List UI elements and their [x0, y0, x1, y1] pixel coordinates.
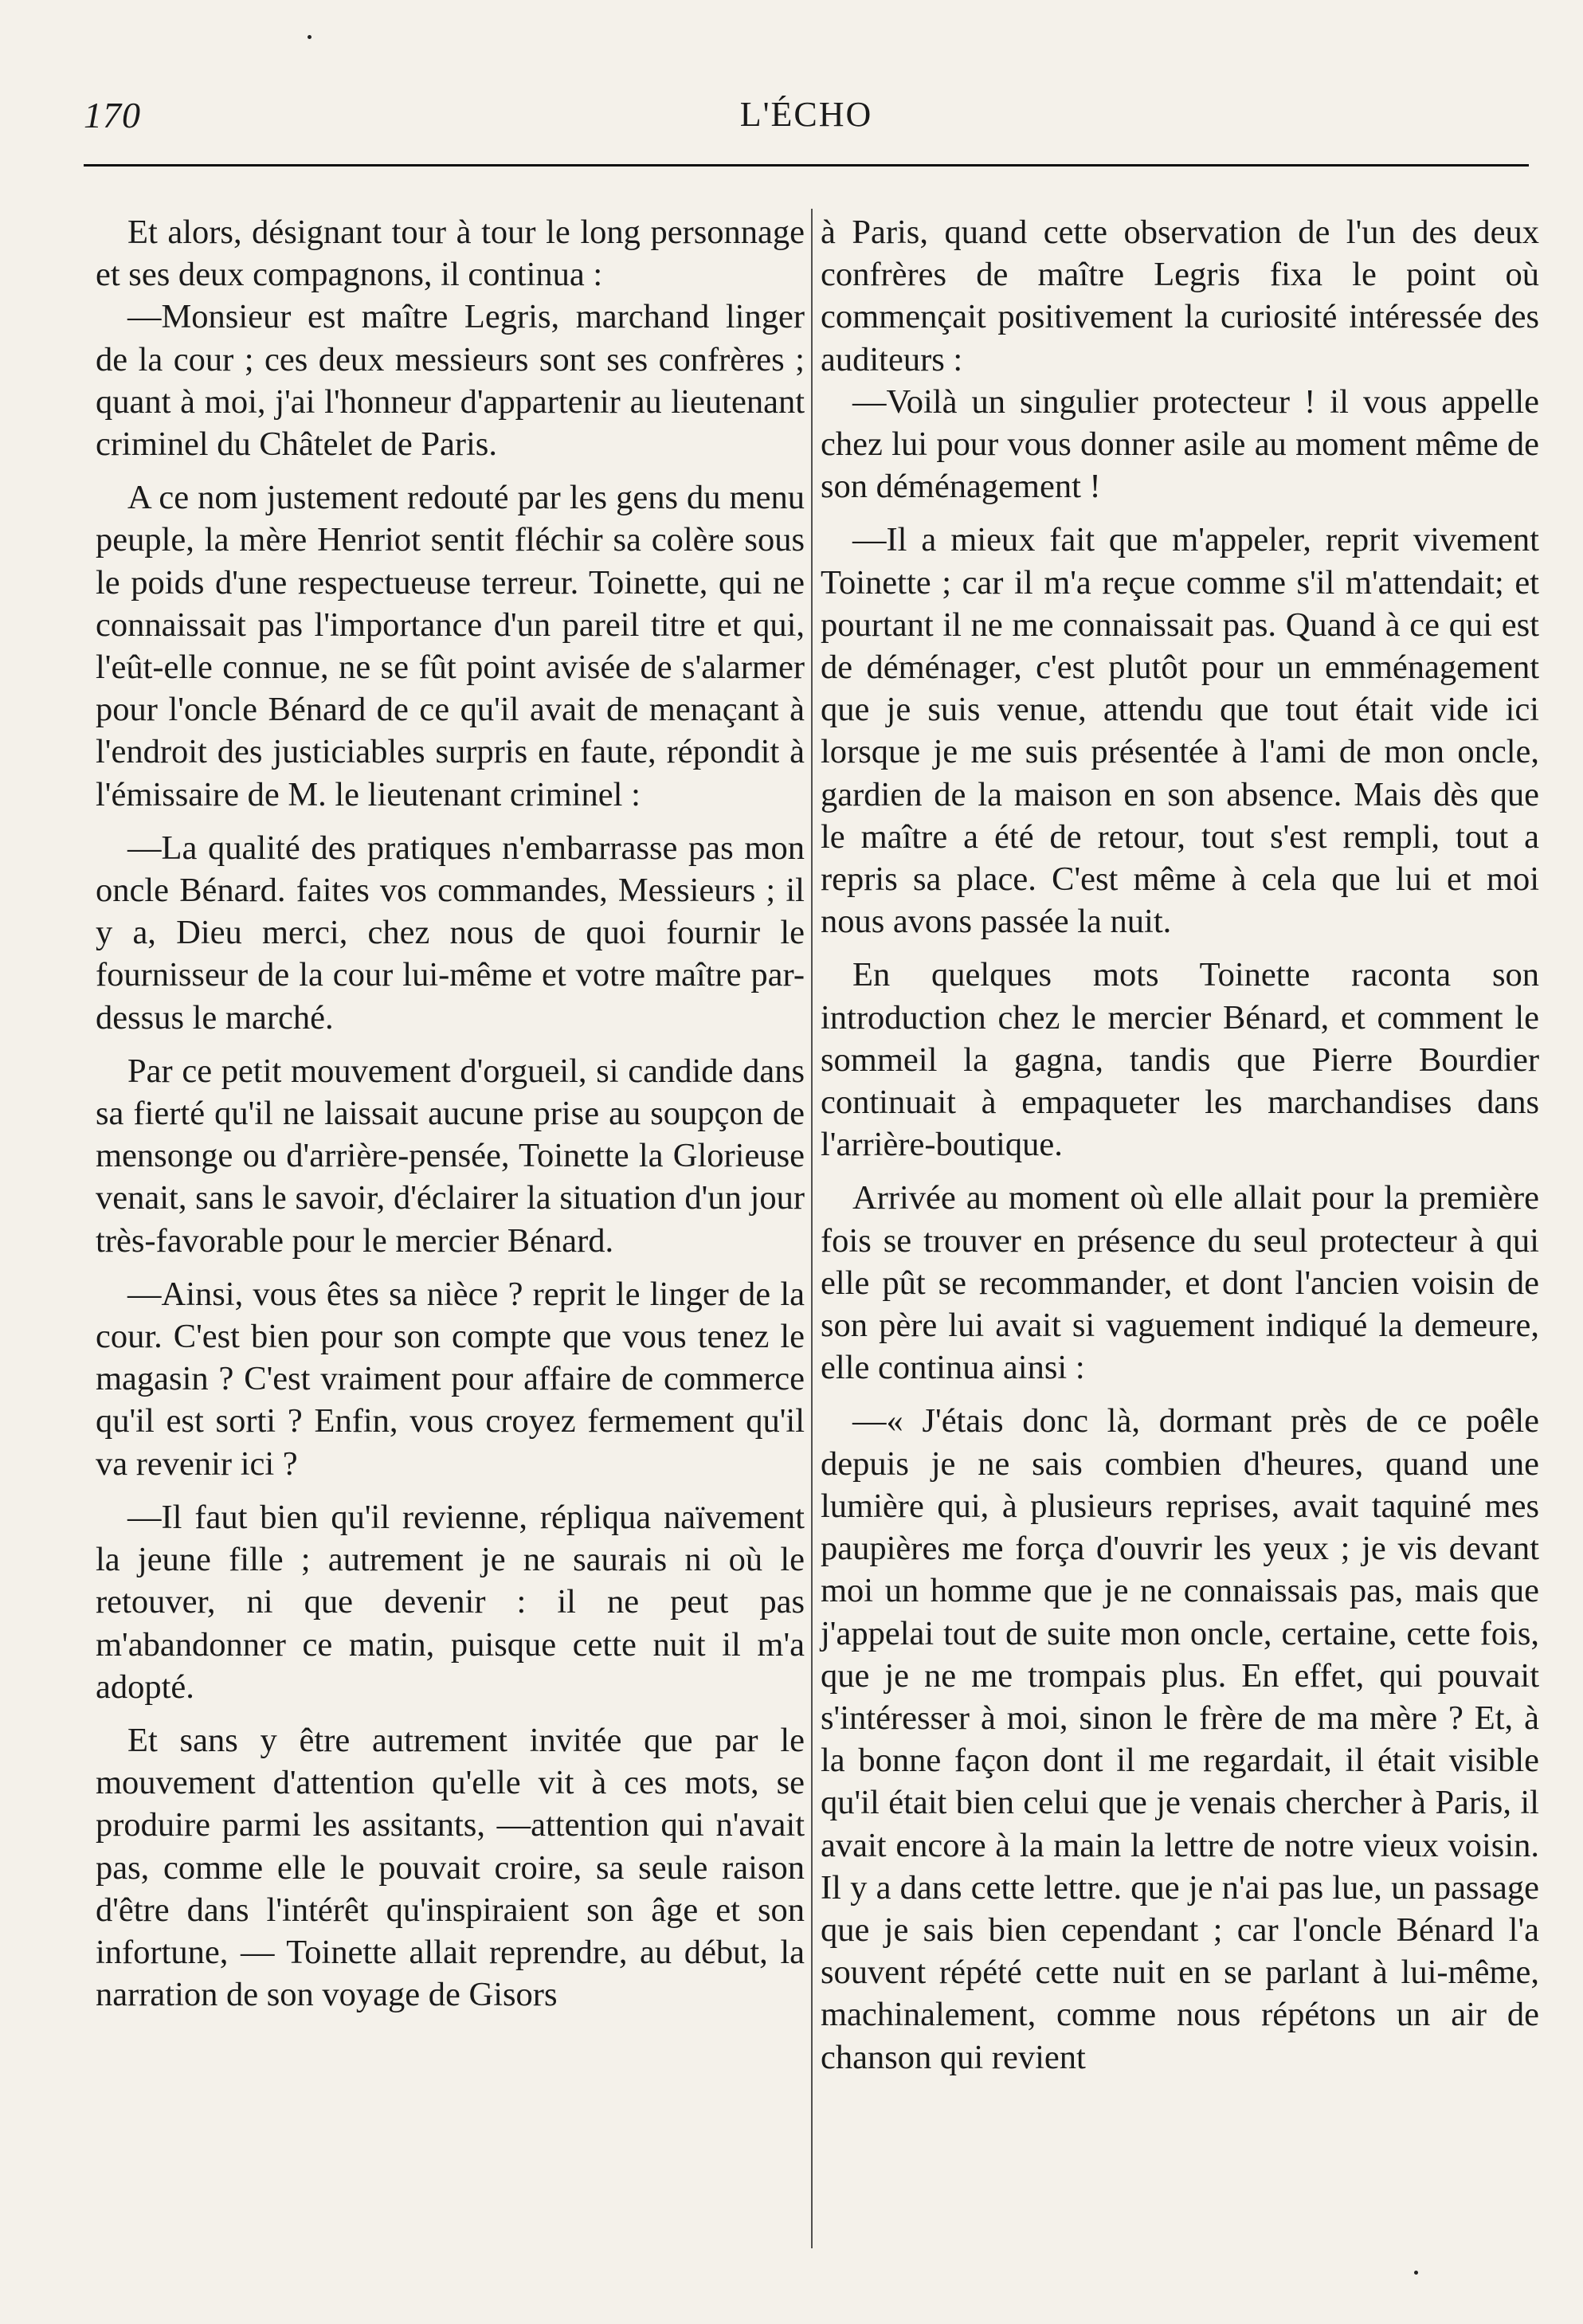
- paragraph: —Ainsi, vous êtes sa nièce ? reprit le linger de la cour. C'est bien pour son compte que vous tenez le magasin ? C'est vraiment pour affaire de commerce qu'il est sorti ? Enfin, vous croyez fermement qu'il va revenir ici ?: [96, 1275, 805, 1483]
- paragraph: Arrivée au moment où elle allait pour la première fois se trouver en présence du seul protecteur à qui elle pût se recommander, et dont l'ancien voisin de son père lui avait si vaguement indiqué la demeure, elle continua ainsi :: [821, 1179, 1539, 1387]
- running-title: L'ÉCHO: [739, 95, 873, 134]
- header-rule: [84, 164, 1529, 167]
- column-divider: [811, 209, 813, 2248]
- print-speck: [308, 35, 312, 39]
- paragraph: —Voilà un singulier protecteur ! il vous appelle chez lui pour vous donner asile au moment même de son déménagement !: [821, 382, 1539, 506]
- paragraph: Par ce petit mouvement d'orgueil, si candide dans sa fierté qu'il ne laissait aucune prise au soupçon de mensonge ou d'arrière-pensée, Toinette la Glorieuse venait, sans le savoir, d'éclairer la situation d'un jour très-favorable pour le mercier Bénard.: [96, 1052, 805, 1260]
- paragraph: —La qualité des pratiques n'embarrasse pas mon oncle Bénard. faites vos commandes, Messieurs ; il y a, Dieu merci, chez nous de quoi fournir le fournisseur de la cour lui-même et votre maître par-dessus le marché.: [96, 829, 805, 1037]
- paragraph: —Il a mieux fait que m'appeler, reprit vivement Toinette ; car il m'a reçue comme s'il m'attendait; et pourtant il ne me connaissait pas. Quand à ce qui est de déménager, c'est plutôt pour un emménagement que je suis venue, attendu que tout était vide ici lorsque je me suis présentée à l'ami de mon oncle, gardien de la maison en son absence. Mais dès que le maître a été de retour, tout s'est rempli, tout a repris sa place. C'est même à cela que lui et moi nous avons passée la nuit.: [821, 521, 1539, 941]
- paragraph: Et sans y être autrement invitée que par le mouvement d'attention qu'elle vit à ces mots, se produire parmi les assitants, —attention qui n'avait pas, comme elle le pouvait croire, sa seule raison d'être dans l'intérêt qu'inspiraient son âge et son infortune, — Toinette allait reprendre, au début, la narration de son voyage de Gisors: [96, 1721, 805, 2014]
- paragraph: A ce nom justement redouté par les gens du menu peuple, la mère Henriot sentit fléchir sa colère sous le poids d'une respectueuse terreur. Toinette, qui ne connaissait pas l'importance d'un pareil titre et qui, l'eût-elle connue, ne se fût point avisée de s'alarmer pour l'oncle Bénard de ce qu'il avait de menaçant à l'endroit des justiciables surpris en faute, répondit à l'émissaire de M. le lieutenant criminel :: [96, 479, 805, 813]
- left-column: [96, 211, 805, 2016]
- paragraph: Et alors, désignant tour à tour le long personnage et ses deux compagnons, il continua :: [96, 214, 805, 294]
- right-column: [821, 211, 1539, 2079]
- paragraph: à Paris, quand cette observation de l'un des deux confrères de maître Legris fixa le point où commençait positivement la curiosité intéressée des auditeurs :: [821, 214, 1539, 378]
- paragraph: —« J'étais donc là, dormant près de ce poêle depuis je ne sais combien d'heures, quand une lumière qui, à plusieurs reprises, avait taquiné mes paupières me força d'ouvrir les yeux ; je vis devant moi un homme que je ne connaissais pas, mais que j'appelai tout de suite mon oncle, certaine, cette fois, que je ne me trompais plus. En effet, qui pouvait s'intéresser à moi, sinon le frère de ma mère ? Et, à la bonne façon dont il me regardait, il était visible qu'il était bien celui que je venais chercher à Paris, il avait encore à la main la lettre de notre vieux voisin. Il y a dans cette lettre. que je n'ai pas lue, un passage que je sais bien cependant ; car l'oncle Bénard l'a souvent répété cette nuit en se parlant à lui-même, machinalement, comme nous répétons un air de chanson qui revient: [821, 1402, 1539, 2076]
- page-header: [84, 94, 1529, 142]
- paragraph: —Monsieur est maître Legris, marchand linger de la cour ; ces deux messieurs sont ses confrères ; quant à moi, j'ai l'honneur d'appartenir au lieutenant criminel du Châtelet de Paris.: [96, 298, 805, 464]
- print-speck: [1414, 2271, 1418, 2275]
- paragraph: En quelques mots Toinette raconta son introduction chez le mercier Bénard, et comment le sommeil la gagna, tandis que Pierre Bourdier continuait à empaqueter les marchandises dans l'arrière-boutique.: [821, 956, 1539, 1164]
- paragraph: —Il faut bien qu'il revienne, répliqua naïvement la jeune fille ; autrement je ne saurais ni où le retouver, ni que devenir : il ne peut pas m'abandonner ce matin, puisque cette nuit il m'a adopté.: [96, 1498, 805, 1706]
- page-number: 170: [84, 95, 141, 135]
